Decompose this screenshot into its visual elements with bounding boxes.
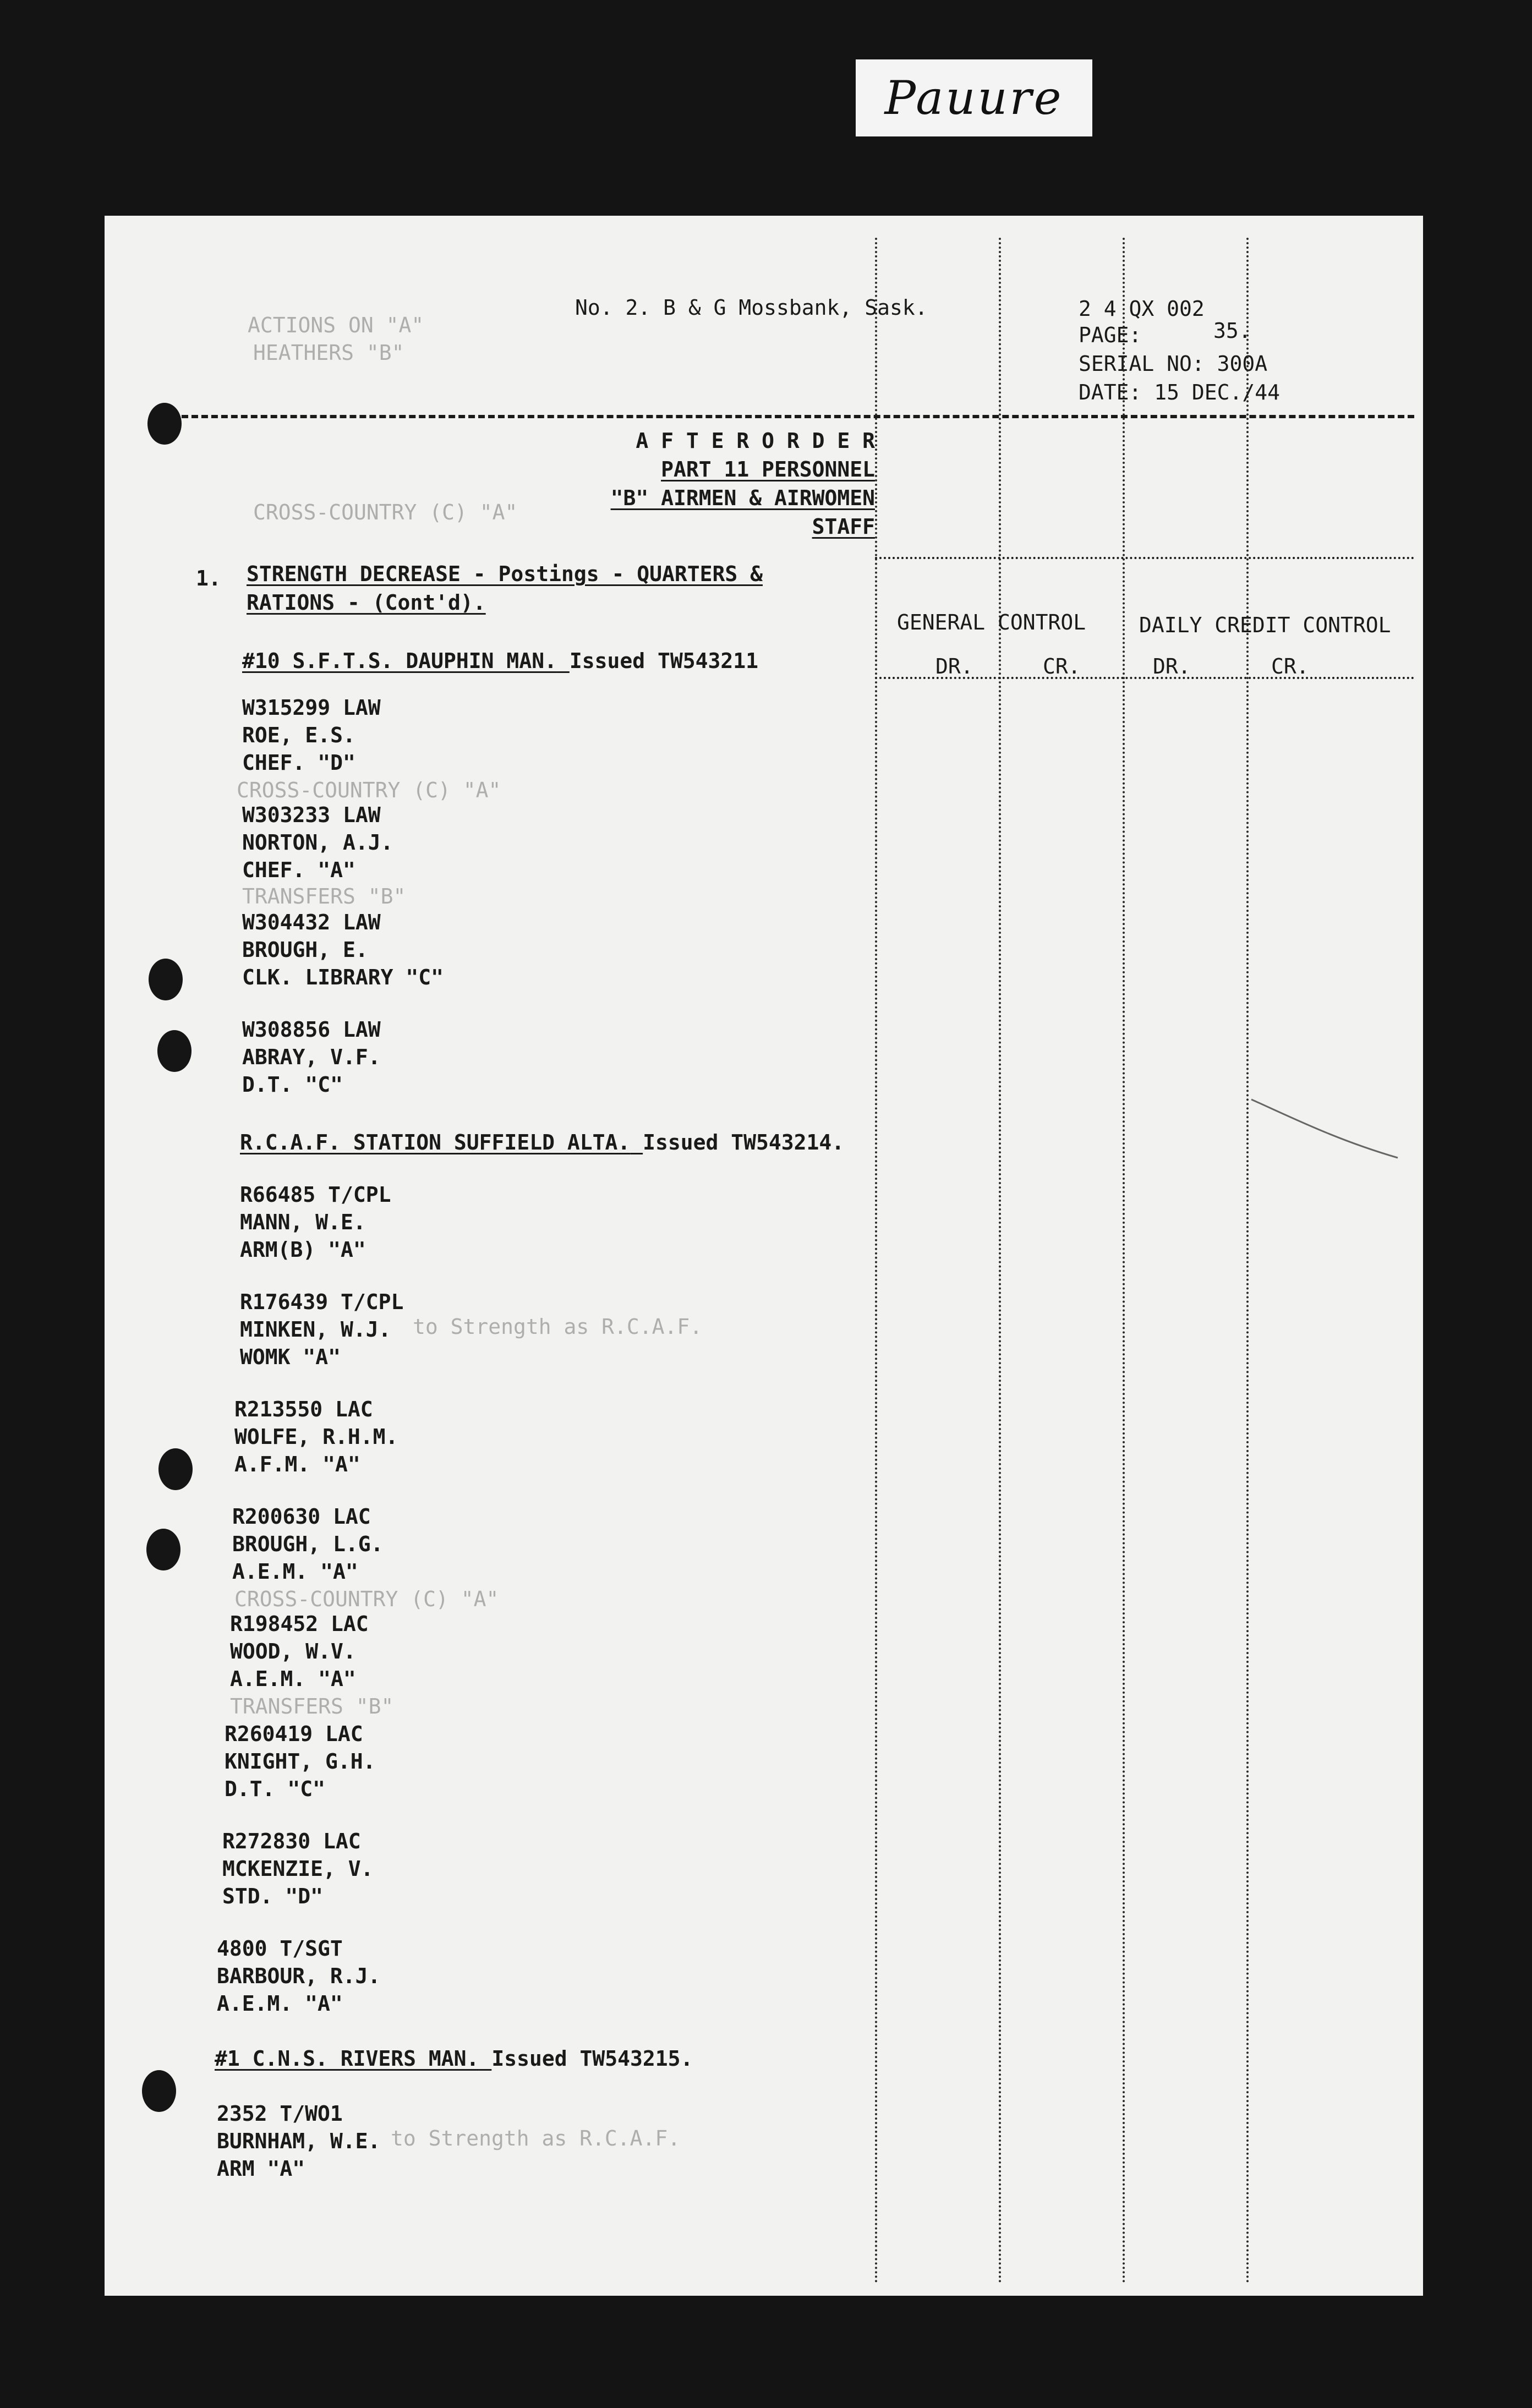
service-number: W303233 LAW [242,803,381,827]
bleed-through-text: TRANSFERS "B" [242,884,406,909]
handwritten-tag-text: Pauure [884,71,1064,125]
service-number: R66485 T/CPL [240,1183,391,1207]
airman-name: BURNHAM, W.E. [217,2129,381,2153]
airwoman-name: BROUGH, E. [242,938,368,962]
service-number: R176439 T/CPL [240,1290,404,1314]
credit-column-header: CR. [1271,654,1309,678]
trade-group: ARM(B) "A" [240,1238,366,1262]
reference-code: 2 4 QX 002 [1079,297,1205,321]
service-number: R198452 LAC [230,1612,369,1636]
header-divider [182,415,1414,418]
service-number: W315299 LAW [242,696,381,720]
punch-hole [149,959,183,1000]
column-rule [875,238,877,2285]
posting-unit-heading [242,650,758,671]
airwoman-name: ABRAY, V.F. [242,1045,381,1069]
bleed-through-text: TRANSFERS "B" [230,1694,394,1719]
page-number: 35. [1213,319,1251,343]
serial-number: SERIAL NO: 300A [1079,352,1268,376]
airwoman-name: NORTON, A.J. [242,830,393,855]
punch-hole [158,1448,193,1490]
trade-group: A.E.M. "A" [232,1559,358,1584]
posting-unit-heading [215,2048,693,2069]
section-heading: STRENGTH DECREASE - Postings - QUARTERS & [247,562,763,586]
service-number: R200630 LAC [232,1504,371,1529]
column-rule [1246,238,1249,2285]
order-staff: STAFF [812,515,875,539]
service-number: 2352 T/WO1 [217,2101,343,2126]
trade-group: CHEF. "A" [242,858,355,882]
column-rule [999,238,1001,2285]
trade-group: D.T. "C" [225,1777,326,1801]
section-heading: RATIONS - (Cont'd). [247,590,486,615]
order-title: A F T E R O R D E R [636,429,875,453]
punch-hole [142,2070,176,2112]
column-header-rule [875,557,1414,559]
issue-reference: Issued TW543214. [643,1130,845,1154]
service-number: R272830 LAC [222,1829,361,1853]
airman-name: KNIGHT, G.H. [225,1749,376,1774]
unit-name: No. 2. B & G Mossbank, Sask. [575,295,928,320]
posting-unit-name: #1 C.N.S. RIVERS MAN. [215,2046,479,2071]
trade-group: A.E.M. "A" [230,1667,356,1691]
punch-hole [157,1030,192,1072]
order-category: "B" AIRMEN & AIRWOMEN [610,486,875,510]
page-label: PAGE: [1079,323,1142,347]
service-number: 4800 T/SGT [217,1936,343,1961]
bleed-through-text: CROSS-COUNTRY (C) "A" [234,1587,499,1611]
issue-reference: Issued TW543211 [569,649,759,673]
debit-column-header: DR. [935,654,973,678]
trade-group: STD. "D" [222,1884,324,1908]
trade-group: WOMK "A" [240,1345,341,1369]
order-date: DATE: 15 DEC./44 [1079,380,1281,404]
posting-unit-name: #10 S.F.T.S. DAUPHIN MAN. [242,649,557,673]
issue-reference: Issued TW543215. [491,2046,693,2071]
trade-group: CLK. LIBRARY "C" [242,965,444,989]
trade-group: D.T. "C" [242,1072,343,1097]
service-number: R260419 LAC [225,1722,363,1746]
document-page [105,216,1423,2296]
trade-group: CHEF. "D" [242,751,355,775]
airman-name: MINKEN, W.J. [240,1317,391,1342]
airman-name: WOOD, W.V. [230,1639,356,1663]
airman-name: MANN, W.E. [240,1210,366,1234]
general-control-header: GENERAL CONTROL [897,610,1086,634]
credit-column-header: CR. [1043,654,1081,678]
trade-group: A.F.M. "A" [234,1452,360,1476]
service-number: R213550 LAC [234,1397,373,1421]
order-subtitle: PART 11 PERSONNEL [661,457,875,481]
bleed-through-text: CROSS-COUNTRY (C) "A" [237,778,501,802]
airman-name: BARBOUR, R.J. [217,1964,381,1988]
column-rule [1123,238,1125,2285]
debit-column-header: DR. [1153,654,1191,678]
service-number: W308856 LAW [242,1017,381,1042]
airman-name: BROUGH, L.G. [232,1532,384,1556]
trade-group: ARM "A" [217,2157,305,2181]
posting-unit-name: R.C.A.F. STATION SUFFIELD ALTA. [240,1130,631,1154]
trade-group: A.E.M. "A" [217,1991,343,2016]
airman-name: WOLFE, R.H.M. [234,1425,398,1449]
bleed-through-text: HEATHERS "B" [253,341,404,365]
daily-credit-control-header: DAILY CREDIT CONTROL [1139,613,1391,637]
posting-unit-heading [240,1132,844,1153]
bleed-through-text: CROSS-COUNTRY (C) "A" [253,500,518,524]
punch-hole [146,1529,180,1570]
bleed-through-text: ACTIONS ON "A" [248,313,424,337]
airman-name: MCKENZIE, V. [222,1857,374,1881]
pen-stroke [1249,1096,1403,1162]
airwoman-name: ROE, E.S. [242,723,355,747]
service-number: W304432 LAW [242,910,381,934]
column-header-rule [875,677,1414,679]
handwritten-tag [856,59,1092,136]
section-number: 1. [196,566,221,590]
bleed-through-text: to Strength as R.C.A.F. [391,2126,681,2150]
bleed-through-text: to Strength as R.C.A.F. [413,1315,703,1339]
punch-hole [147,403,182,445]
